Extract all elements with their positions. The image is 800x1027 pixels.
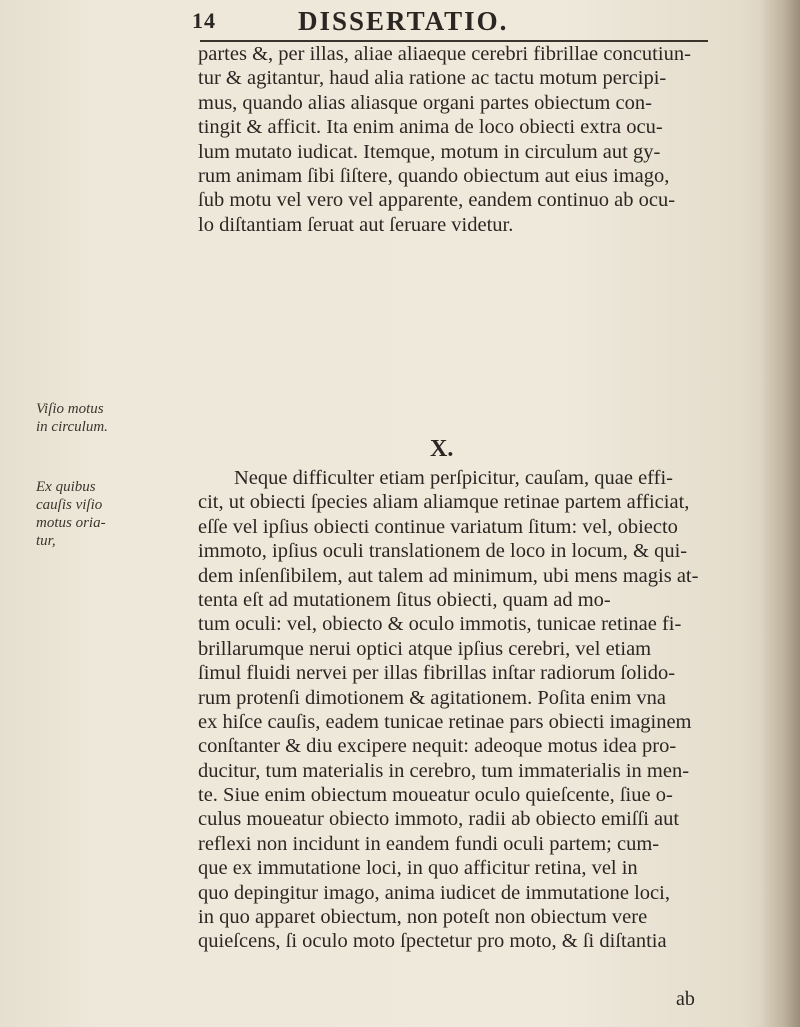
text-line: ſub motu vel vero vel apparente, eandem continuo ab ocu- [198, 189, 676, 212]
margin-note-motion-in-circle [36, 400, 108, 436]
text-line: rum animam ſibi ſiſtere, quando obiectum aut eius imago, [198, 164, 670, 187]
page-number: 14 [192, 8, 216, 33]
text-line: mus, quando alias aliasque organi partes obiectum con- [198, 91, 652, 114]
text-line: te. Siue enim obiectum moueatur oculo quieſcente, ſiue o- [198, 784, 673, 807]
text-line: culus moueatur obiecto immoto, radii ab obiecto emiſſi aut [198, 808, 680, 831]
running-head [190, 4, 710, 38]
page-gutter-shadow [760, 0, 800, 1027]
text-line: lum mutato iudicat. Itemque, motum in circulum aut gy- [198, 140, 661, 163]
section-heading: X. [430, 436, 454, 462]
text-line: tum oculi: vel, obiecto & oculo immotis, tunicae retinae fi- [198, 613, 682, 636]
text-line: tur & agitantur, haud alia ratione ac tactu motum percipi- [198, 67, 667, 90]
text-line: tenta eſt ad mutationem ſitus obiecti, quam ad mo- [198, 588, 611, 611]
text-line: in quo apparet obiectum, non poteſt non obiectum vere [198, 906, 648, 929]
text-line: ducitur, tum materialis in cerebro, tum immaterialis in men- [198, 759, 690, 782]
text-line: partes &, per illas, aliae aliaeque cerebri fibrillae concutiun- [198, 43, 691, 65]
catchword: ab [676, 988, 695, 1010]
margin-note-line: Ex quibus [36, 479, 96, 495]
paragraph-one [198, 42, 718, 237]
text-line: conſtanter & diu excipere nequit: adeoque motus idea pro- [198, 735, 677, 758]
text-line: Neque difficulter etiam perſpicitur, cauſam, quae effi- [234, 467, 673, 489]
running-title: DISSERTATIO. [298, 6, 509, 36]
text-line: reflexi non incidunt in eandem fundi oculi partem; cum- [198, 832, 660, 855]
text-line: immoto, ipſius oculi translationem de loco in locum, & qui- [198, 540, 688, 563]
text-line: brillarumque nerui optici atque ipſius cerebri, vel etiam [198, 637, 652, 660]
text-line: tingit & afficit. Ita enim anima de loco obiecti extra ocu- [198, 116, 663, 139]
text-line: quo depingitur imago, anima iudicet de immutatione loci, [198, 881, 670, 904]
margin-note-line: cauſis viſio [36, 497, 103, 513]
text-line: ex hiſce cauſis, eadem tunicae retinae pars obiecti imaginem [198, 710, 692, 733]
margin-note-line: in circulum. [36, 419, 108, 435]
paragraph-two [198, 466, 718, 954]
text-line: dem inſenſibilem, aut talem ad minimum, ubi mens magis at- [198, 564, 699, 587]
text-line: ſimul fluidi nervei per illas fibrillas inſtar radiorum ſolido- [198, 662, 676, 685]
text-line: eſſe vel ipſius obiecti continue variatum ſitum: vel, obiecto [198, 515, 678, 538]
margin-note-line: Viſio motus [36, 401, 104, 417]
margin-note-line: tur, [36, 533, 56, 549]
margin-note-causes [36, 478, 106, 550]
text-line: que ex immutatione loci, in quo afficitur retina, vel in [198, 857, 638, 880]
text-line: cit, ut obiecti ſpecies aliam aliamque retinae partem afficiat, [198, 491, 690, 514]
text-line: quieſcens, ſi oculo moto ſpectetur pro moto, & ſi diſtantia [198, 930, 667, 953]
text-line: lo diſtantiam ſeruat aut ſeruare videtur. [198, 213, 514, 236]
text-line: rum protenſi dimotionem & agitationem. Poſita enim vna [198, 686, 667, 709]
margin-note-line: motus oria- [36, 515, 106, 531]
